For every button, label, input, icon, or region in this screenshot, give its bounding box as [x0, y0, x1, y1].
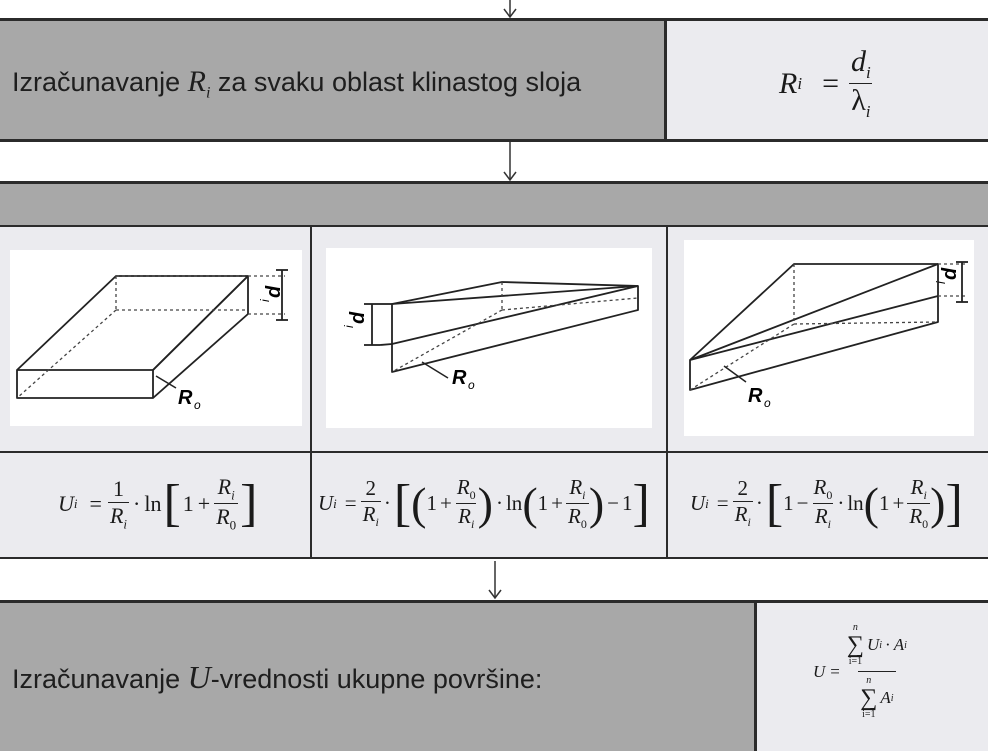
- flow-arrow-top: [500, 0, 520, 20]
- case3-wedge-figure: [684, 240, 974, 436]
- step-ri-label-panel: [0, 21, 664, 139]
- case3-r0-sub: o: [764, 396, 771, 410]
- case2-wedge-figure: [326, 248, 652, 428]
- case1-di-label: d: [263, 285, 285, 298]
- flow-arrow-2: [485, 559, 505, 601]
- case2-di-sub: i: [342, 325, 356, 328]
- cases-col-divider-1: [310, 227, 312, 557]
- case3-formula: U i = $\frac{2}{R_i}$ · [ 1 − $\frac{R_0}{R_i}$ · ln ( 1 + $\frac{R_i}{R_0}$ ) ]: [690, 474, 963, 532]
- case3-r0-label: R: [748, 385, 763, 407]
- case2-r0-sub: o: [468, 378, 475, 392]
- cases-col-divider-2: [666, 227, 668, 557]
- flow-arrow-1: [500, 142, 520, 182]
- case1-formula: U i = $\frac{1}{R_i}$ · ln [ 1 + $\frac{R_i}{R_0}$ ]: [58, 474, 258, 533]
- case1-wedge-figure: [10, 250, 302, 426]
- row1-bottom-rule: [0, 139, 988, 142]
- case1-di-sub: i: [258, 299, 272, 302]
- case3-di-label: d: [939, 267, 961, 280]
- case2-r0-label: R: [452, 367, 467, 389]
- step-ri-formula-panel: [667, 21, 988, 139]
- case2-di-label: d: [347, 311, 369, 324]
- step-u-label-panel: [0, 603, 754, 751]
- case3-di-sub: i: [934, 281, 948, 284]
- step-u-formula-panel: [757, 603, 988, 751]
- case1-r0-label: R: [178, 387, 193, 409]
- cases-header-band: [0, 184, 988, 225]
- case1-r0-sub: o: [194, 398, 201, 412]
- case2-formula: U i = $\frac{2}{R_i}$ · [ ( 1 + $\frac{R_0}{R_i}$ ) · ln ( 1 + $\frac{R_i}{R_0}$ ) − 1 ]: [318, 474, 650, 532]
- step-ri-label: Izračunavanje $R_i$ za svaku oblast klinastog sloja: [12, 65, 582, 102]
- formula-ri: R i = $\frac{d_i}{\lambda_i}$: [779, 45, 871, 121]
- formula-u: U = n ∑ i=1 U i · A i n ∑ i=1 A i: [813, 622, 907, 720]
- step-u-label: Izračunavanje U-vrednosti ukupne površine:: [12, 659, 543, 695]
